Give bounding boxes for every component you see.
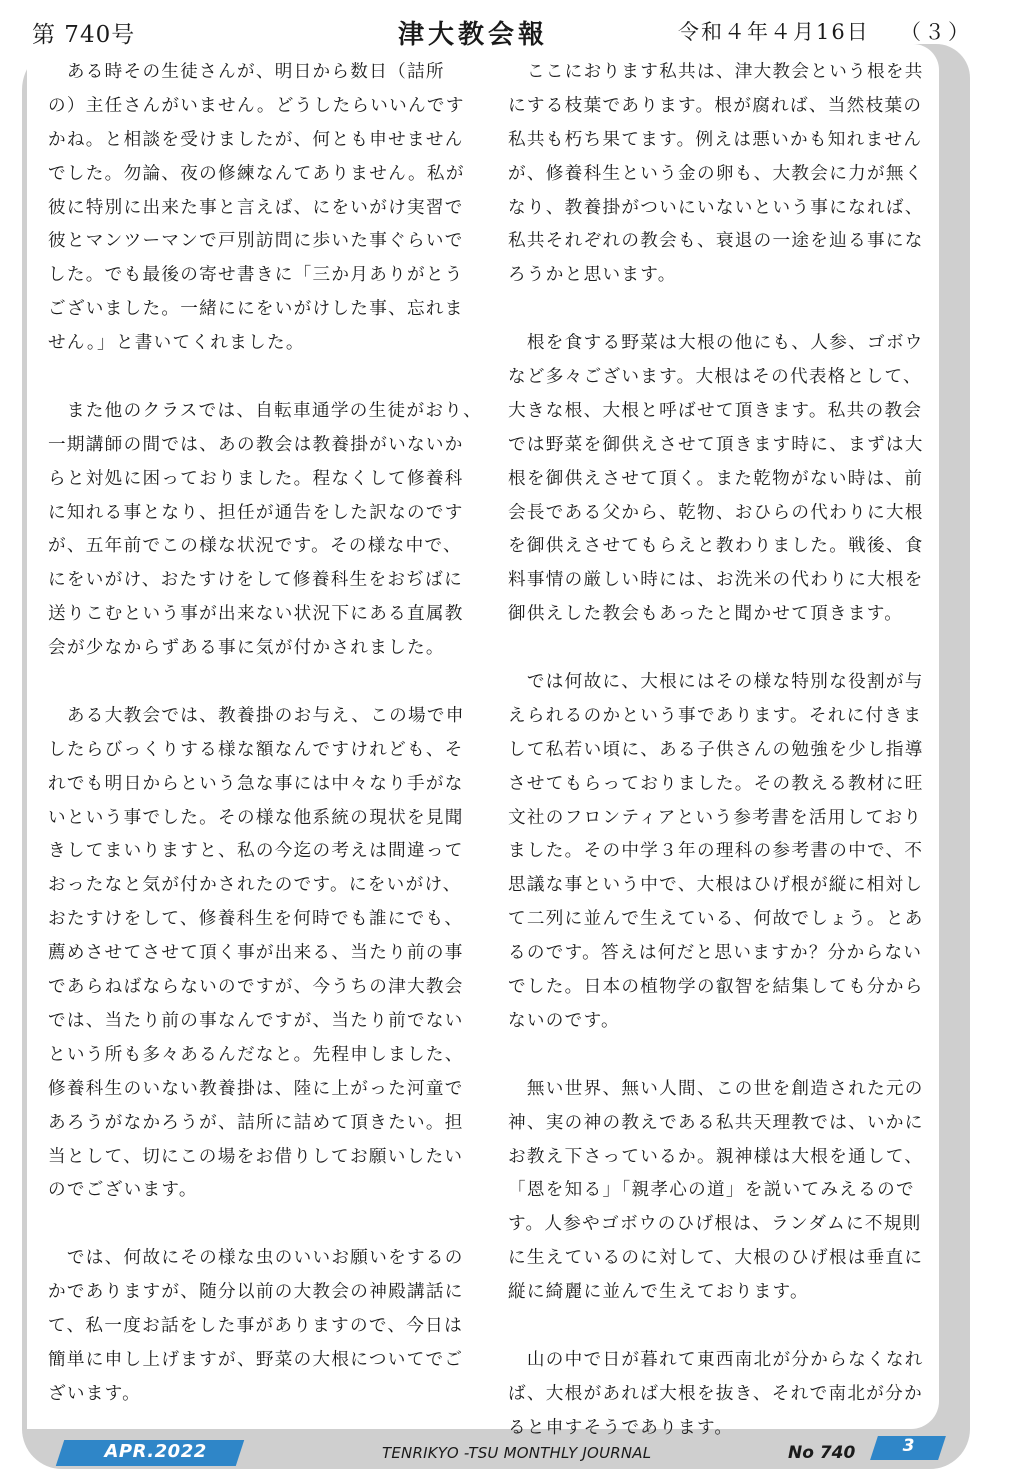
text-line: お教え下さっているか。親神様は大根を通して、 bbox=[508, 1146, 924, 1167]
page-indicator: （３） bbox=[900, 20, 972, 44]
text-line bbox=[508, 632, 926, 666]
text-line bbox=[48, 666, 476, 700]
text-line: では、何故にその様な虫のいいお願いをするの bbox=[48, 1248, 464, 1269]
text-line: など多々ございます。大根はその代表格として、 bbox=[508, 367, 922, 388]
text-line: いという事でした。その様な他系統の現状を見聞 bbox=[48, 807, 464, 828]
text-line: 根を食する野菜は大根の他にも、人参、ゴボウ bbox=[508, 333, 924, 354]
text-line: 山の中で日が暮れて東西南北が分からなくなれ bbox=[508, 1349, 924, 1370]
footer-date: APR.2022 bbox=[104, 1441, 207, 1462]
text-line bbox=[508, 1039, 926, 1073]
text-line: では野菜を御供えさせて頂きます時に、まずは大 bbox=[508, 434, 924, 455]
text-line: したらびっくりする様な額なんですけれども、そ bbox=[48, 739, 464, 760]
text-line: 一期講師の間では、あの教会は教養掛がいないか bbox=[48, 434, 464, 455]
text-line: 大きな根、大根と呼ばせて頂きます。私共の教会 bbox=[508, 400, 923, 421]
text-line: が、五年前でこの様な状況です。その様な中で、 bbox=[48, 536, 462, 557]
text-line bbox=[48, 361, 476, 395]
text-line: 当として、切にこの場をお借りしてお願いしたい bbox=[48, 1146, 464, 1167]
text-line bbox=[508, 1310, 926, 1344]
text-line: を御供えさせてもらえと教わりました。戦後、食 bbox=[508, 536, 924, 557]
text-line: また他のクラスでは、自転車通学の生徒がおり、 bbox=[48, 400, 483, 421]
right-column-text bbox=[508, 56, 926, 1446]
left-column-text bbox=[48, 56, 483, 1412]
text-line: 彼とマンツーマンで戸別訪問に歩いた事ぐらいで bbox=[48, 231, 464, 252]
text-line: に生えているのに対して、大根のひげ根は垂直に bbox=[508, 1248, 924, 1269]
text-line: ざいます。 bbox=[48, 1383, 142, 1404]
text-line bbox=[48, 1208, 476, 1242]
text-line: して私若い頃に、ある子供さんの勉強を少し指導 bbox=[508, 739, 924, 760]
text-line: なり、教養掛がついにいないという事になれば、 bbox=[508, 197, 924, 218]
text-line: 思議な事という中で、大根はひげ根が縦に相対し bbox=[508, 875, 924, 896]
text-line: ある大教会では、教養掛のお与え、この場で申 bbox=[48, 705, 465, 726]
text-line: せん。」と書いてくれました。 bbox=[48, 333, 305, 354]
text-line: に知れる事となり、担任が通告をした訳なのです bbox=[48, 502, 464, 523]
footer-page-tab bbox=[870, 1436, 946, 1460]
text-line: にする枝葉であります。根が腐れば、当然枝葉の bbox=[508, 95, 923, 116]
text-line: 御供えした教会もあったと聞かせて頂きます。 bbox=[508, 604, 904, 625]
text-line: 文社のフロンティアという参考書を活用しており bbox=[508, 807, 923, 828]
text-line: でした。勿論、夜の修練なんてありません。私が bbox=[48, 163, 465, 184]
footer-issue-number: No 740 bbox=[788, 1443, 856, 1463]
text-line: あろうがなかろうが、詰所に詰めて頂きたい。担 bbox=[48, 1112, 464, 1133]
text-line: した。でも最後の寄せ書きに「三か月ありがとう bbox=[48, 265, 464, 286]
issue-number: 第 740号 bbox=[32, 22, 136, 48]
text-line: おったなと気が付かされたのです。にをいがけ、 bbox=[48, 875, 462, 896]
footer-journal-name: TENRIKYO -TSU MONTHLY JOURNAL bbox=[382, 1444, 652, 1462]
text-line: 簡単に申し上げますが、野菜の大根についてでご bbox=[48, 1349, 464, 1370]
text-line: であらねばならないのですが、今うちの津大教会 bbox=[48, 977, 464, 998]
text-line: ございました。一緒ににをいがけした事、忘れま bbox=[48, 299, 464, 320]
text-line: ここにおります私共は、津大教会という根を共 bbox=[508, 62, 924, 82]
text-line: にをいがけ、おたすけをして修養科生をおぢばに bbox=[48, 570, 463, 591]
text-line: では、当たり前の事なんですが、当たり前でない bbox=[48, 1010, 464, 1031]
footer-page-number: 3 bbox=[902, 1436, 915, 1456]
text-line: て二列に並んで生えている、何故でしょう。とあ bbox=[508, 909, 924, 930]
footer-date-tab bbox=[56, 1440, 244, 1466]
text-line: の）主任さんがいません。どうしたらいいんです bbox=[48, 95, 465, 116]
text-line: きしてまいりますと、私の今迄の考えは間違って bbox=[48, 841, 464, 862]
text-line: させてもらっておりました。その教える教材に旺 bbox=[508, 773, 924, 794]
text-line: ました。その中学３年の理科の参考書の中で、不 bbox=[508, 841, 924, 862]
text-line: かね。と相談を受けましたが、何とも申せません bbox=[48, 129, 464, 150]
text-line: す。人参やゴボウのひげ根は、ランダムに不規則 bbox=[508, 1214, 922, 1235]
text-line: 会が少なからずある事に気が付かされました。 bbox=[48, 638, 445, 659]
text-line: 私共も朽ち果てます。例えは悪いかも知れません bbox=[508, 129, 923, 150]
text-line: 私共それぞれの教会も、衰退の一途を辿る事にな bbox=[508, 231, 924, 252]
text-line: るのです。答えは何だと思いますか？分からない bbox=[508, 943, 923, 964]
text-line: えられるのかという事であります。それに付きま bbox=[508, 705, 923, 726]
text-line: でした。日本の植物学の叡智を結集しても分から bbox=[508, 977, 924, 998]
text-line: かでありますが、随分以前の大教会の神殿講話に bbox=[48, 1282, 464, 1303]
text-line: ろうかと思います。 bbox=[508, 265, 677, 286]
text-line: 「恩を知る」「親孝心の道」を説いてみえるので bbox=[508, 1180, 915, 1201]
text-line: 薦めさせてさせて頂く事が出来る、当たり前の事 bbox=[48, 943, 464, 964]
newsletter-title: 津大教会報 bbox=[398, 20, 549, 50]
text-line: 会長である父から、乾物、おひらの代わりに大根 bbox=[508, 502, 924, 523]
text-line: 神、実の神の教えである私共天理教では、いかに bbox=[508, 1112, 924, 1133]
issue-date: 令和４年４月16日 bbox=[678, 20, 870, 44]
text-line: らと対処に困っておりました。程なくして修養科 bbox=[48, 468, 464, 489]
text-line: のでございます。 bbox=[48, 1180, 198, 1201]
text-line: 修養科生のいない教養掛は、陸に上がった河童で bbox=[48, 1078, 464, 1099]
text-line: 無い世界、無い人間、この世を創造された元の bbox=[508, 1078, 924, 1099]
text-line: おたすけをして、修養科生を何時でも誰にでも、 bbox=[48, 909, 464, 930]
text-line: ある時その生徒さんが、明日から数日（詰所 bbox=[48, 62, 445, 82]
text-line: では何故に、大根にはその様な特別な役割が与 bbox=[508, 672, 924, 693]
text-line: 彼に特別に出来た事と言えば、にをいがけ実習で bbox=[48, 197, 464, 218]
text-line: という所も多々あるんだなと。先程申しました、 bbox=[48, 1044, 464, 1065]
text-line: ないのです。 bbox=[508, 1010, 620, 1031]
text-line: れでも明日からという急な事には中々なり手がな bbox=[48, 773, 464, 794]
text-line: ば、大根があれば大根を抜き、それで南北が分か bbox=[508, 1383, 923, 1404]
text-line bbox=[508, 293, 926, 327]
text-line: ると申すそうであります。 bbox=[508, 1417, 734, 1438]
text-line: 縦に綺麗に並んで生えております。 bbox=[508, 1282, 809, 1303]
text-line: が、修養科生という金の卵も、大教会に力が無く bbox=[508, 163, 924, 184]
text-line: 根を御供えさせて頂く。また乾物がない時は、前 bbox=[508, 468, 924, 489]
text-line: 料事情の厳しい時には、お洗米の代わりに大根を bbox=[508, 570, 924, 591]
text-line: 送りこむという事が出来ない状況下にある直属教 bbox=[48, 604, 464, 625]
text-line: て、私一度お話をした事がありますので、今日は bbox=[48, 1315, 463, 1336]
